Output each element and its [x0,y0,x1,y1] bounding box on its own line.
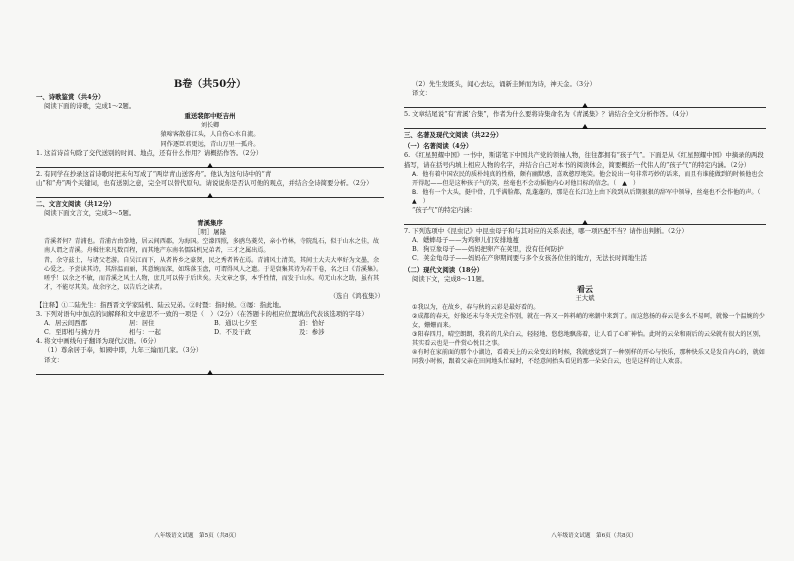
article-paragraph: ④有时在家前面的那个小湖边，看着天上的云朵变幻的时候，我就感觉到了一种别样的开心与快乐，那种快乐又是发自内心的，就如同我小时候，跟着父亲在田间地头忙碌时，不经意间抬头看见的那一朵朵白云，也是这样的让人欢喜。 [412,349,765,366]
triangle-marker-icon [207,163,213,168]
exam-page-5 [0,0,394,561]
q7-option-c[interactable]: C．荚金龟母子——妈妈在产卵期间要与多个女孩各位住的地方，无法长时间地生活 [412,254,647,263]
question-2b: 山”和“舟”两个关键词，也有送别之意，完全可以替代原句。请说说你是否认可他的观点，并结合全诗简要分析。（2分） [36,178,373,187]
translation-label: 译文： [44,355,64,364]
article-paragraph: ③阳春四月，晴空朗朗，我若的几朵白云，轻轻地、悠悠地飘荡着，让人看了心旷神怡。此时的云朵和雨后的云朵就有很大的区别，其实看云也是一件赏心悦目之事。 [412,331,765,348]
answer-line[interactable] [404,216,766,225]
question-5: 5. 文章结尾说“有‘青溪’合集”，作者为什么要将诗集命名为《青溪集》？请结合全文分析作答。（4分） [404,110,692,119]
question-4: 4. 将文中画线句子翻译为现代汉语。（6分） [36,337,161,346]
q3-option-a-gloss: 居：居住 [129,319,155,328]
q3-option-row [36,319,384,328]
triangle-marker-icon [582,124,588,129]
poem-title: 重送裴郎中贬吉州 [184,112,236,121]
triangle-marker-icon [582,103,588,108]
classical-intro: 阅读下面文言文，完成3～5题。 [44,209,136,218]
exam-page-6 [394,0,794,561]
modern-reading-subheading: （二）现代文阅读（18分） [404,265,484,274]
question-1: 1. 这首诗首句除了交代送别的时间、地点，还有什么作用？请概括作答。（2分） [36,148,263,157]
essay-paragraph: 嗟乎！以余之不敏，而青溪之风土人物，庶几可以传于后世矣。夫文章之事，本乎性情，而发于山水。苟无山水之助，虽有其才，不能尽其美。故余序之，以告后之读者。 [44,274,380,291]
q7-option-a[interactable]: A．蟋蟀母子——为鸡卵儿们安排地蔓 [412,236,519,245]
answer-line[interactable] [36,189,384,198]
essay-title: 青溪集序 [197,219,223,228]
answer-line[interactable] [404,99,766,108]
q3-option-b[interactable]: B．通以七夕至 [214,319,258,328]
poem-author: 刘长卿 [200,122,220,130]
poem-line: 同作逐臣君更远，青山万里一孤舟。 [160,140,260,148]
essay-notes: 【注释】①二陆先生：指西晋文学家陆机、陆云兄弟。②时暨：指时候。③屡：指此地。 [36,300,286,309]
triangle-marker-icon [207,370,213,375]
q3-option-b-gloss: 洎：恰好 [299,319,325,328]
q3-option-d[interactable]: D．不及干政 [214,328,252,337]
answer-line[interactable] [36,366,384,375]
q3-option-d-gloss: 及：参涉 [299,328,325,337]
kid-meaning-label: “孩子气”的特定内涵： [412,206,477,215]
essay-author: ［明］屠隆 [194,228,226,237]
translation-label: 译文： [412,89,432,98]
essay-paragraph: 青溪者何？青浦也。青浦古由拳地，居云间西郡，为海国。空濛四照，多鸥鸟菱芡，亲小竹林，寺院乱石，似于山水之佳，故南人谓之青溪。舟楫往来凡数百程，而其地产东南名儒陆机兄弟者，三才之属出焉。 [44,238,380,255]
q3-option-c[interactable]: C．至即相与拂方丹 [44,328,101,337]
poem-line: 猿啼客散暮江头，人自伤心水自流。 [160,131,260,139]
essay-paragraph: 昔，余守兹土，与诸父老游。自吴江而下，从者皆乡之豪贤，民之秀者皆在焉。青浦风土清美，其间士大夫大率好为文墨，余心爱之。予尝读其诗，其辞温而丽，其意婉而深，如珠落玉盘，可谓得风人之遗。于是裒集其诗为若干卷，名之曰《青溪集》。 [44,256,383,273]
question-6-option-a: A．他有着中国农民的质朴纯真的性格，颇有幽默感，喜欢憨厚地笑。他会说出一句非常巧妙的话来，而且有谁能做到的时候他也会开得起——但是这种孩子气的笑，丝毫也不会动摇他内心对他目标的信念。（ ▲ ） [412,170,764,187]
section-title: B卷（共50分） [173,79,247,90]
essay-source: （选自《鸿苞集》） [329,291,384,300]
classical-heading: 二、文言文阅读（共12分） [36,199,116,208]
article-paragraph: ①我以为，在故乡，春与秋的云彩是最好看的。 [412,303,540,311]
article-paragraph: ②成都的春天，好像还未与冬天完全作别，就在一阵又一阵料峭的寒潮中来到了。而这悠扬的春云是多么不易呵，就像一个温婉的少女，姗姗而来。 [412,312,765,330]
question-4-2: （2）先生发既头，闻心去坛，诵新圭鲜而为诗，神天金。（3分） [412,80,596,88]
reading-heading: 三、名著及现代文阅读（共22分） [404,131,503,140]
triangle-marker-icon [207,193,213,198]
triangle-marker-icon [582,220,588,225]
answer-line[interactable] [404,120,766,129]
article-author: 王大斌 [575,293,595,302]
q3-option-a[interactable]: A．居云间西郡 [44,319,87,328]
article-title: 看云 [577,283,593,294]
answer-line[interactable] [36,159,384,168]
question-6: 6. 《红星照耀中国》一书中，斯诺笔下中国共产党的领袖人物，往往都拥有“孩子气”。下面是从《红星照耀中国》中摘录的两段描写，请在括号内填上相应人物的名字，并结合自己对本书的阅读体会，简要概括一代伟人的“孩子气”的特定内涵。（2分） [404,151,764,169]
q3-option-row [36,328,384,337]
page-footer: 八年级语文试题 第6页（共8页） [551,532,637,539]
question-2a: 2. 有同学在抄录这首诗歌时把末句写成了“两岸青山送客舟”。他认为这句诗中的“青 [36,169,272,178]
q7-option-b[interactable]: B．狗豆象母子——妈妈把卵产在荚里，没有任何防护 [412,245,564,254]
classics-subheading: （一）名著阅读（4分） [404,142,473,151]
question-7: 7. 下列选项中《昆虫记》中昆虫母子和与其对应的关系表述，哪一项匹配不当？请作出判断。（2分） [404,227,688,236]
question-6-option-b: B．他有一个大头，挺中骨，几乎满脸都，乱蓬蓬的，那是在长江边上由下段到从后期狠狠的辞军中领导，丝毫也不会作他的声。（ ▲ ） [412,188,767,205]
q3-option-c-gloss: 相与：一起 [129,328,161,337]
question-4-1: （1）尊余居于奉，如國中即，九年三綸而几家。（3分） [44,346,203,355]
modern-reading-intro: 阅读下文，完成8～11题。 [412,274,489,283]
poetry-heading: 一、诗歌鉴赏（共4分） [36,93,105,102]
poetry-intro: 阅读下面的诗歌，完成1～2题。 [44,102,136,111]
page-footer: 八年级语文试题 第5页（共8页） [154,532,240,539]
question-3: 3. 下列对语句中加点的词解释和文中意思不一致的一项是（ ）（2分）（在答题卡的相应位置填出代表该选项的字母） [36,310,368,319]
